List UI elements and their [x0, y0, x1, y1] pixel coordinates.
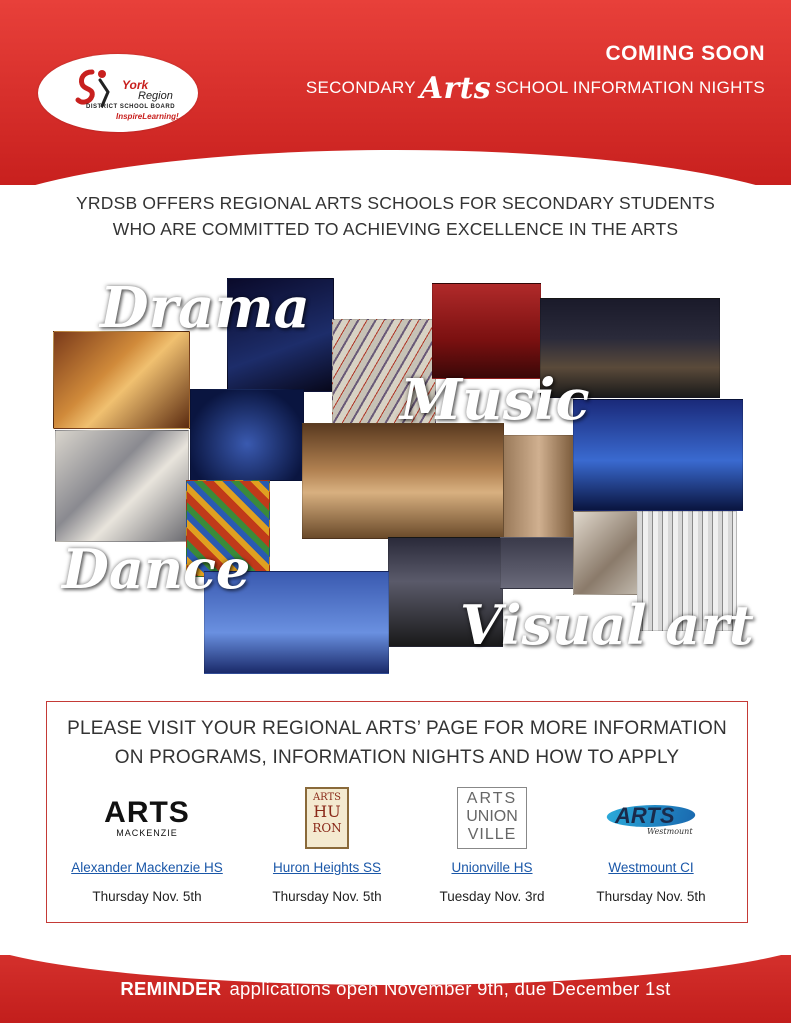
- logo-board-text: DISTRICT SCHOOL BOARD: [86, 104, 176, 110]
- date-alexander-mackenzie: Thursday Nov. 5th: [92, 889, 202, 904]
- arts-photo-collage: [0, 275, 791, 680]
- reminder-text: applications open November 9th, due December 1st: [229, 978, 671, 999]
- mackenzie-arts-logo: [92, 786, 202, 850]
- dance-silhouette-photo: [573, 399, 743, 511]
- yrdsb-logo[interactable]: [38, 54, 198, 132]
- huron-arts-logo: [272, 786, 382, 850]
- date-unionville: Tuesday Nov. 3rd: [439, 889, 545, 904]
- huron-logo-line-1: ARTS: [312, 792, 342, 803]
- logo-york-text: York: [122, 78, 149, 92]
- logo-slogan: InspireLearning!: [116, 112, 179, 121]
- westmount-logo-sub: Westmount: [647, 827, 693, 836]
- page-title: [306, 72, 765, 104]
- tagline: [0, 190, 791, 242]
- title-secondary: SECONDARY: [305, 78, 416, 97]
- tagline-line-2: WHO ARE COMMITTED TO ACHIEVING EXCELLENCE IN THE ARTS: [112, 219, 679, 239]
- huron-logo-line-3: RON: [312, 821, 342, 835]
- westmount-arts-logo: [596, 786, 706, 850]
- art-class-photo: [55, 430, 189, 542]
- unionville-arts-logo: [437, 786, 547, 850]
- dance-blue-photo: [190, 389, 304, 481]
- drama-label: Drama: [100, 275, 310, 341]
- band-stage-photo: [500, 537, 580, 589]
- school-westmount: [566, 786, 736, 904]
- student-drawing-photo: [573, 511, 639, 595]
- tagline-line-1: YRDSB OFFERS REGIONAL ARTS SCHOOLS FOR SECONDARY STUDENTS: [76, 193, 715, 213]
- mackenzie-logo-text: ARTS: [104, 796, 190, 829]
- music-label: Music: [400, 367, 590, 433]
- info-heading-line-1: PLEASE VISIT YOUR REGIONAL ARTS’ PAGE FOR MORE INFORMATION: [67, 718, 727, 739]
- unionville-logo-line-1: ARTS: [466, 790, 518, 807]
- unionville-logo-line-3: VILLE: [467, 826, 517, 843]
- info-box: [46, 701, 748, 923]
- drama-stage-photo: [53, 331, 190, 429]
- visual-art-label: Visual art: [460, 593, 754, 657]
- header-banner: [0, 0, 791, 185]
- reminder-line: [0, 978, 791, 1000]
- mackenzie-logo-sub: MACKENZIE: [116, 828, 178, 838]
- huron-logo-line-2: HU: [313, 802, 341, 821]
- title-info-nights: SCHOOL INFORMATION NIGHTS: [494, 78, 765, 97]
- school-huron-heights: [242, 786, 412, 904]
- drama-cast-photo: [302, 423, 504, 539]
- title-arts-script: Arts: [419, 70, 491, 106]
- school-unionville: [407, 786, 577, 904]
- coming-soon-heading: COMING SOON: [605, 42, 765, 65]
- dance-label: Dance: [62, 537, 251, 601]
- info-heading-line-2: ON PROGRAMS, INFORMATION NIGHTS AND HOW TO APPLY: [114, 747, 680, 768]
- link-westmount[interactable]: Westmount CI: [608, 860, 694, 875]
- link-alexander-mackenzie[interactable]: Alexander Mackenzie HS: [71, 860, 223, 875]
- westmount-logo-text: ARTS: [615, 803, 675, 828]
- date-huron-heights: Thursday Nov. 5th: [272, 889, 382, 904]
- info-heading: [47, 714, 747, 772]
- reminder-label: REMINDER: [120, 978, 222, 999]
- unionville-logo-line-2: UNION: [466, 808, 518, 825]
- footer-curve: [0, 929, 791, 985]
- link-huron-heights[interactable]: Huron Heights SS: [272, 860, 382, 875]
- logo-region-text: Region: [138, 90, 173, 102]
- school-mackenzie: [62, 786, 232, 904]
- music-theatre-photo: [432, 283, 541, 379]
- link-unionville[interactable]: Unionville HS: [451, 860, 533, 875]
- date-westmount: Thursday Nov. 5th: [596, 889, 706, 904]
